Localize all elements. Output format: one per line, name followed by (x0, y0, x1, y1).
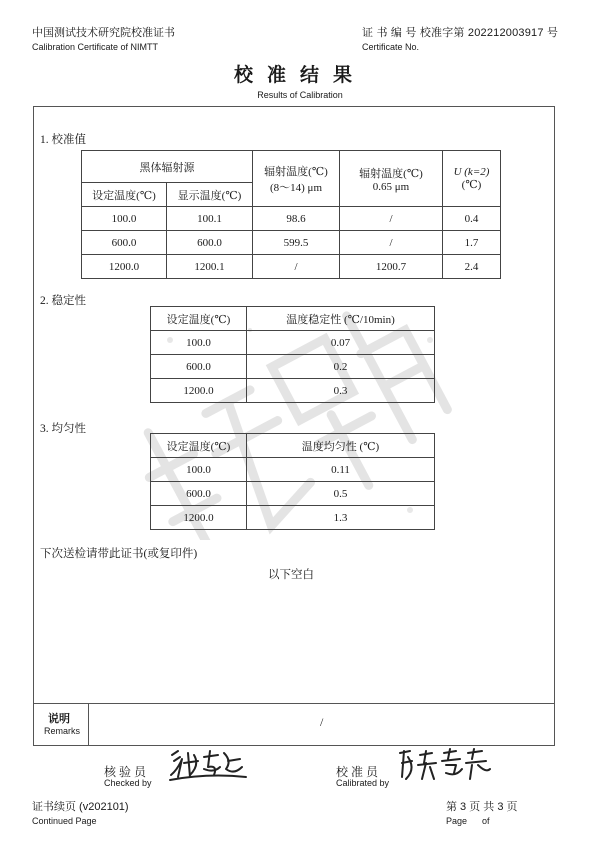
remarks-label: 说明 (48, 713, 70, 725)
table-row (151, 506, 435, 530)
cell-uncertainty: 0.4 (443, 207, 501, 231)
table-row (151, 458, 435, 482)
header-temp-stability: 温度稳定性 (℃/10min) (247, 307, 435, 331)
section-title-calibration-values: 1. 校准值 (40, 134, 86, 146)
issuer-name-en: Calibration Certificate of NIMTT (32, 42, 159, 52)
calibration-values-table (81, 150, 501, 279)
table-row (82, 255, 501, 279)
continued-page-label: 证书续页 (v202101) (32, 801, 129, 813)
header-blackbody-source: 黑体辐射源 (82, 151, 253, 183)
cell-set-temp: 100.0 (151, 458, 247, 482)
cell-radiance-temp-065: / (340, 207, 443, 231)
remarks-label-en: Remarks (44, 726, 81, 736)
checked-by-label-en: Checked by (104, 778, 152, 788)
header-radiance-temp-065 (340, 151, 443, 207)
header-radiance-temp-065-line1: 辐射温度(℃) (359, 167, 423, 180)
page-number: 第 3 页 共 3 页 (446, 801, 518, 813)
table-row (82, 231, 501, 255)
cell-stability: 0.3 (247, 379, 435, 403)
header-radiance-temp-065-line2: 0.65 μm (372, 180, 410, 193)
issuer-name: 中国测试技术研究院校准证书 (32, 27, 175, 39)
header-radiance-temp-8-14-line2: (8～14) μm (269, 181, 323, 194)
section-title-uniformity: 3. 均匀性 (40, 423, 86, 435)
cell-set-temp: 100.0 (82, 207, 167, 231)
cell-display-temp: 100.1 (167, 207, 253, 231)
uniformity-table (150, 433, 435, 530)
table-row (151, 331, 435, 355)
cell-set-temp: 600.0 (151, 482, 247, 506)
table-row (151, 355, 435, 379)
header-uncertainty-line1: U (k=2) (453, 166, 490, 178)
section-title-stability: 2. 稳定性 (40, 295, 86, 307)
calibrator-signature (396, 747, 492, 783)
cell-set-temp: 1200.0 (151, 379, 247, 403)
header-radiance-temp-8-14 (253, 151, 340, 207)
checker-signature (168, 747, 248, 783)
header-set-temp: 设定温度(℃) (82, 183, 167, 207)
calibrated-by-label-en: Calibrated by (336, 778, 390, 788)
calibrated-by-label: 校准员 (336, 765, 382, 779)
remarks-divider (88, 703, 89, 746)
cell-set-temp: 1200.0 (151, 506, 247, 530)
cell-radiance-temp-065: / (340, 231, 443, 255)
cell-radiance-temp-065: 1200.7 (340, 255, 443, 279)
remarks-box (33, 703, 555, 746)
continued-page-label-en: Continued Page (32, 816, 97, 826)
stability-table (150, 306, 435, 403)
cell-stability: 0.07 (247, 331, 435, 355)
cell-uncertainty: 2.4 (443, 255, 501, 279)
header-display-temp: 显示温度(℃) (167, 183, 253, 207)
blank-below-note: 以下空白 (268, 569, 314, 581)
checked-by-label: 核验员 (104, 765, 150, 779)
cell-set-temp: 600.0 (82, 231, 167, 255)
header-set-temp: 设定温度(℃) (151, 434, 247, 458)
cell-uniformity: 0.5 (247, 482, 435, 506)
cell-set-temp: 600.0 (151, 355, 247, 379)
certificate-number: 证 书 编 号 校准字第 202212003917 号 (362, 27, 559, 39)
cell-uncertainty: 1.7 (443, 231, 501, 255)
page-number-en: Page of (446, 816, 490, 826)
header-radiance-temp-8-14-line1: 辐射温度(℃) (264, 165, 328, 178)
cell-set-temp: 100.0 (151, 331, 247, 355)
certificate-number-label-en: Certificate No. (362, 42, 420, 52)
next-calibration-note: 下次送检请带此证书(或复印件) (40, 548, 198, 560)
cell-set-temp: 1200.0 (82, 255, 167, 279)
table-row (151, 379, 435, 403)
table-row (82, 207, 501, 231)
header-set-temp: 设定温度(℃) (151, 307, 247, 331)
cell-display-temp: 600.0 (167, 231, 253, 255)
cell-display-temp: 1200.1 (167, 255, 253, 279)
header-uncertainty (443, 151, 501, 207)
table-row (151, 482, 435, 506)
cell-uniformity: 0.11 (247, 458, 435, 482)
cell-uniformity: 1.3 (247, 506, 435, 530)
cell-radiance-temp-8-14: 599.5 (253, 231, 340, 255)
remarks-value: / (320, 715, 324, 729)
cell-stability: 0.2 (247, 355, 435, 379)
cell-radiance-temp-8-14: / (253, 255, 340, 279)
page-title-en: Results of Calibration (257, 90, 343, 100)
cell-radiance-temp-8-14: 98.6 (253, 207, 340, 231)
header-uncertainty-line2: (℃) (461, 179, 482, 191)
page-title: 校准结果 (233, 65, 366, 86)
header-temp-uniformity: 温度均匀性 (℃) (247, 434, 435, 458)
